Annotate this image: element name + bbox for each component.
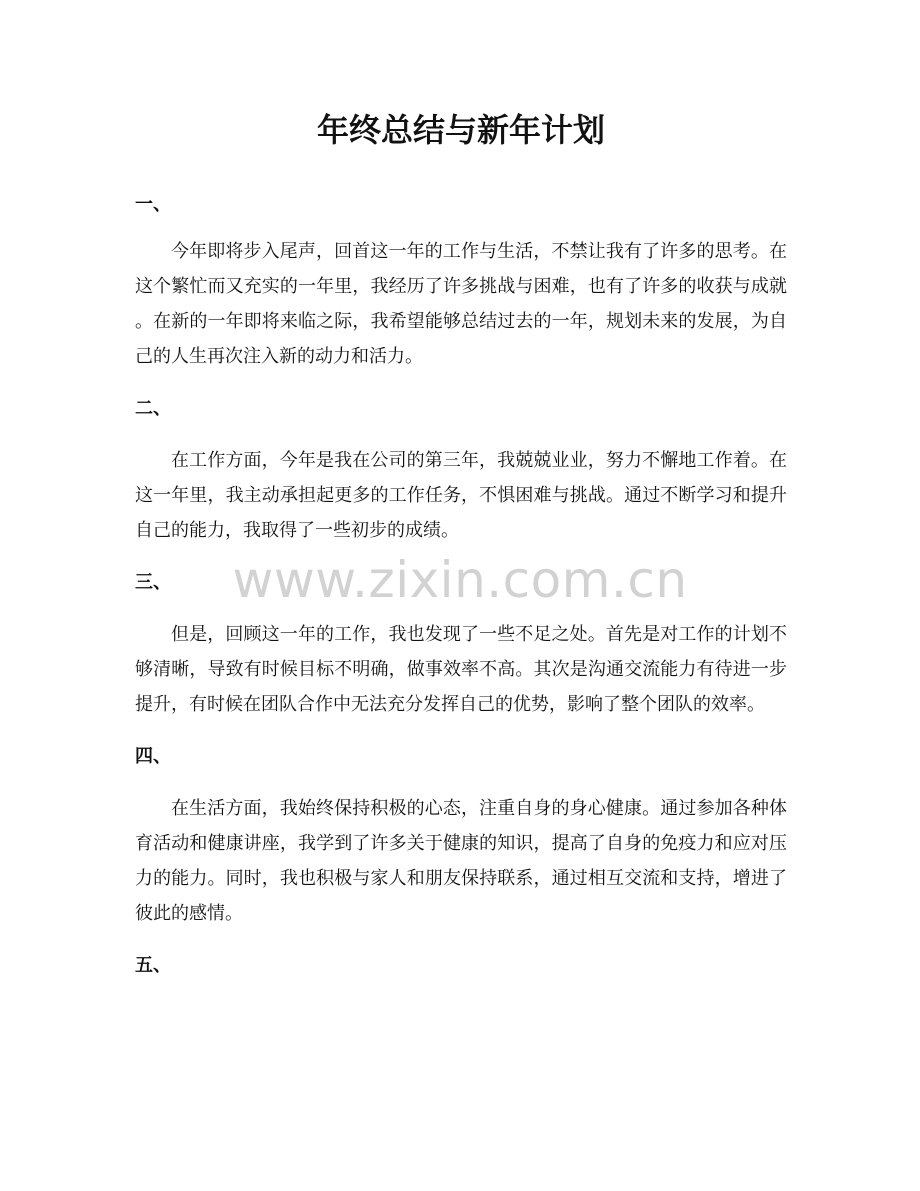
watermark: www.zixin.com.cn xyxy=(232,551,688,609)
paragraph-line: 在生活方面，我始终保持积极的心态，注重自身的身心健康。通过参加各种体 xyxy=(171,798,787,819)
section-heading-4: 四、 xyxy=(135,746,171,767)
paragraph-line: 这个繁忙而又充实的一年里，我经历了许多挑战与困难，也有了许多的收获与成就 xyxy=(135,276,787,297)
paragraph-line: 今年即将步入尾声，回首这一年的工作与生活，不禁让我有了许多的思考。在 xyxy=(171,241,787,262)
section-paragraph-1 xyxy=(135,234,787,374)
page-title: 年终总结与新年计划 xyxy=(316,111,605,149)
paragraph-line: 彼此的感情。 xyxy=(135,903,243,924)
document-body xyxy=(135,110,787,1000)
section-paragraph-3 xyxy=(135,617,787,722)
section-paragraph-2 xyxy=(135,443,787,548)
paragraph-line: 够清晰，导致有时候目标不明确，做事效率不高。其次是沟通交流能力有待进一步 xyxy=(135,659,787,680)
section-heading-1: 一、 xyxy=(135,194,171,215)
section-heading-5: 五、 xyxy=(135,955,171,976)
paragraph-line: 。在新的一年即将来临之际，我希望能够总结过去的一年，规划未来的发展，为自 xyxy=(135,311,787,332)
section-heading-3: 三、 xyxy=(135,572,171,593)
paragraph-line: 力的能力。同时，我也积极与家人和朋友保持联系，通过相互交流和支持，增进了 xyxy=(135,868,787,889)
paragraph-line: 但是，回顾这一年的工作，我也发现了一些不足之处。首先是对工作的计划不 xyxy=(171,624,787,645)
paragraph-line: 己的人生再次注入新的动力和活力。 xyxy=(135,346,423,367)
paragraph-line: 育活动和健康讲座，我学到了许多关于健康的知识，提高了自身的免疫力和应对压 xyxy=(135,833,787,854)
paragraph-line: 在工作方面，今年是我在公司的第三年，我兢兢业业，努力不懈地工作着。在 xyxy=(171,450,787,471)
section-paragraph-4 xyxy=(135,791,787,931)
paragraph-line: 提升，有时候在团队合作中无法充分发挥自己的优势，影响了整个团队的效率。 xyxy=(135,694,765,715)
section-heading-2: 二、 xyxy=(135,398,171,419)
paragraph-line: 这一年里，我主动承担起更多的工作任务，不惧困难与挑战。通过不断学习和提升 xyxy=(135,485,787,506)
paragraph-line: 自己的能力，我取得了一些初步的成绩。 xyxy=(135,520,459,541)
